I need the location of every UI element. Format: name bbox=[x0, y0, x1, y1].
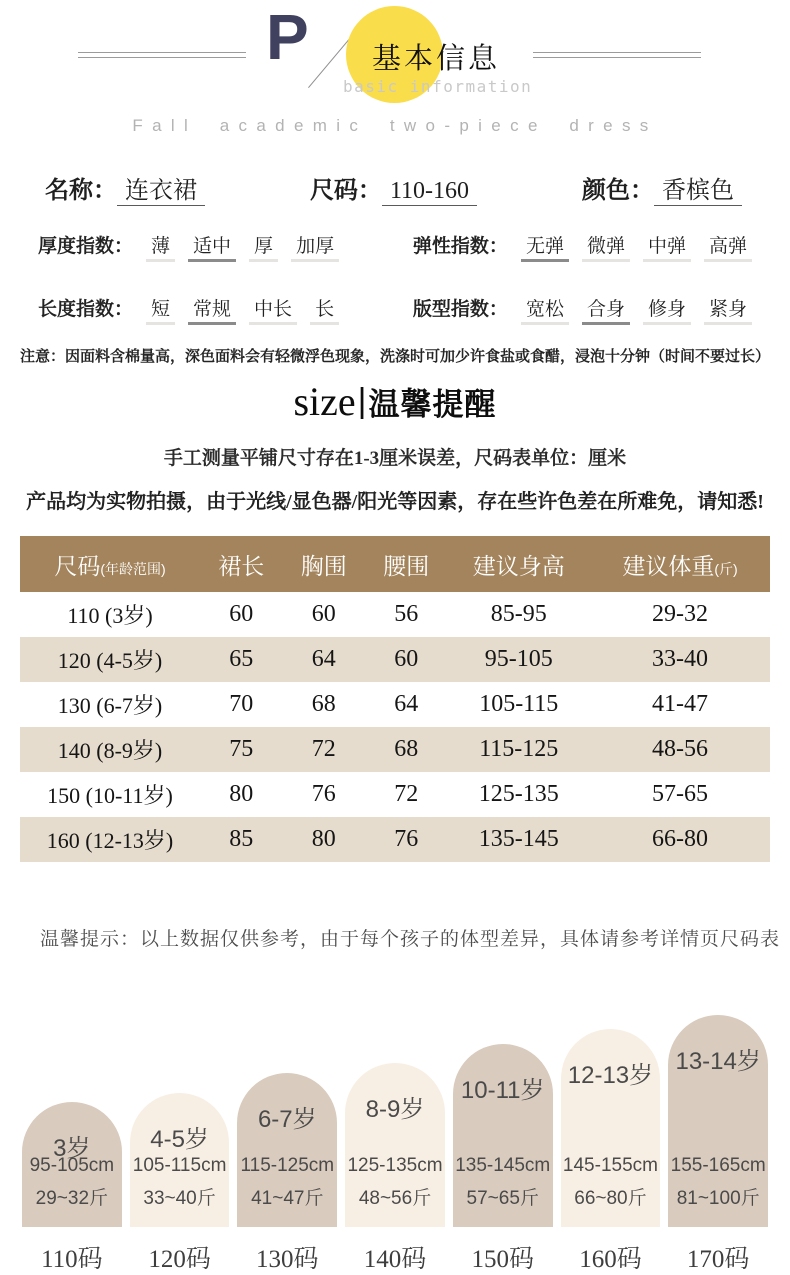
size-table-header bbox=[20, 536, 770, 592]
size-table-body bbox=[20, 592, 770, 862]
header-chest-col: 胸围 bbox=[300, 552, 347, 579]
size-code: 110码 bbox=[41, 1246, 103, 1273]
header-weight-col: 建议体重(斤) bbox=[622, 552, 738, 579]
size-code: 160码 bbox=[579, 1246, 642, 1273]
fit-option: 宽松 bbox=[521, 294, 569, 325]
brand-logo-letter: P bbox=[266, 1, 309, 73]
size-code: 140码 bbox=[363, 1246, 427, 1273]
product-color-group bbox=[582, 170, 742, 205]
age-arch: 12-13岁 145-155cm 66~80斤 bbox=[561, 1029, 661, 1227]
length-option: 中长 bbox=[249, 294, 297, 325]
header-size-col: 尺码(年龄范围) bbox=[54, 552, 166, 579]
product-size-group bbox=[310, 170, 477, 205]
name-label: 名称： bbox=[45, 178, 117, 204]
age-arch: 6-7岁 115-125cm 41~47斤 bbox=[237, 1073, 337, 1227]
color-value: 香槟色 bbox=[654, 178, 742, 206]
page-header bbox=[0, 0, 790, 148]
name-value: 连衣裙 bbox=[117, 178, 205, 206]
thickness-index-label: 厚度指数： bbox=[38, 236, 134, 257]
reference-tip: 温馨提示：以上数据仅供参考，由于每个孩子的体型差异，具体请参考详情页尺码表 bbox=[40, 929, 781, 950]
size-code: 170码 bbox=[686, 1246, 750, 1273]
length-option: 长 bbox=[310, 294, 339, 325]
section-title: 基本信息 bbox=[372, 43, 501, 75]
elasticity-index-label: 弹性指数： bbox=[412, 236, 508, 257]
size-code: 150码 bbox=[471, 1246, 534, 1273]
age-arch: 10-11岁 135-145cm 57~65斤 bbox=[453, 1044, 553, 1227]
size-title-english: size bbox=[293, 379, 356, 424]
age-size-arch-chart bbox=[22, 1015, 768, 1227]
size-code-row bbox=[22, 1239, 768, 1275]
table-row: 110 (3岁) 60 60 56 85-95 29-32 bbox=[67, 601, 708, 628]
table-row: 150 (10-11岁) 80 76 72 125-135 57-65 bbox=[47, 781, 708, 808]
product-name-group bbox=[45, 170, 205, 205]
washing-notice: 注意：因面料含棉量高，深色面料会有轻微浮色现象，洗涤时可加少许食盐或食醋，浸泡十分钟（时间不要过长） bbox=[19, 349, 770, 365]
fit-index bbox=[391, 294, 752, 325]
size-title-divider: | bbox=[357, 382, 367, 420]
table-row: 120 (4-5岁) 65 64 60 95-105 33-40 bbox=[20, 637, 770, 682]
table-row: 140 (8-9岁) 75 72 68 115-125 48-56 bbox=[20, 727, 770, 772]
length-index bbox=[38, 294, 391, 325]
header-skirt-length-col: 裙长 bbox=[218, 552, 265, 579]
table-row: 160 (12-13岁) 85 80 76 135-145 66-80 bbox=[20, 817, 770, 862]
fit-option: 合身 bbox=[582, 294, 630, 325]
length-index-label: 长度指数： bbox=[38, 299, 134, 320]
fabric-index-grid bbox=[38, 231, 752, 325]
elasticity-option: 中弹 bbox=[643, 231, 691, 262]
elasticity-option: 高弹 bbox=[704, 231, 752, 262]
product-attributes-row bbox=[45, 170, 742, 205]
age-arch: 4-5岁 105-115cm 33~40斤 bbox=[130, 1093, 230, 1227]
elasticity-option: 微弹 bbox=[582, 231, 630, 262]
age-arch: 8-9岁 125-135cm 48~56斤 bbox=[345, 1063, 445, 1227]
measure-note-line1: 手工测量平铺尺寸存在1-3厘米误差，尺码表单位：厘米 bbox=[163, 448, 627, 469]
thickness-option: 厚 bbox=[249, 231, 278, 262]
thickness-option: 适中 bbox=[188, 231, 236, 262]
size-value: 110-160 bbox=[382, 178, 477, 206]
header-height-col: 建议身高 bbox=[472, 552, 565, 579]
thickness-index bbox=[38, 231, 391, 262]
header-waist-col: 腰围 bbox=[383, 552, 430, 579]
size-reminder-title bbox=[0, 378, 790, 425]
section-title-english: basic information bbox=[343, 77, 533, 96]
fit-option: 紧身 bbox=[704, 294, 752, 325]
decorative-double-line-right bbox=[533, 52, 701, 58]
table-row: 130 (6-7岁) 70 68 64 105-115 41-47 bbox=[57, 691, 708, 718]
elasticity-index bbox=[391, 231, 752, 262]
length-option: 常规 bbox=[188, 294, 236, 325]
measure-note-line2: 产品均为实物拍摄，由于光线/显色器/阳光等因素，存在些许色差在所难免，请知悉! bbox=[26, 491, 764, 513]
color-label: 颜色： bbox=[581, 178, 654, 204]
decorative-double-line-left bbox=[78, 52, 246, 58]
age-arch: 3岁 95-105cm 29~32斤 bbox=[22, 1102, 122, 1227]
product-subtitle: Fall academic two-piece dress bbox=[132, 116, 658, 135]
size-title-chinese: 温馨提醒 bbox=[368, 387, 497, 422]
fit-index-label: 版型指数： bbox=[412, 299, 508, 320]
size-code: 120码 bbox=[148, 1246, 211, 1273]
age-arch: 13-14岁 155-165cm 81~100斤 bbox=[668, 1015, 768, 1227]
length-option: 短 bbox=[146, 294, 175, 325]
thickness-option: 加厚 bbox=[291, 231, 339, 262]
size-label: 尺码： bbox=[309, 178, 382, 204]
size-table bbox=[20, 536, 770, 862]
size-code: 130码 bbox=[256, 1246, 319, 1273]
fit-option: 修身 bbox=[643, 294, 691, 325]
thickness-option: 薄 bbox=[146, 231, 175, 262]
elasticity-option: 无弹 bbox=[521, 231, 569, 262]
